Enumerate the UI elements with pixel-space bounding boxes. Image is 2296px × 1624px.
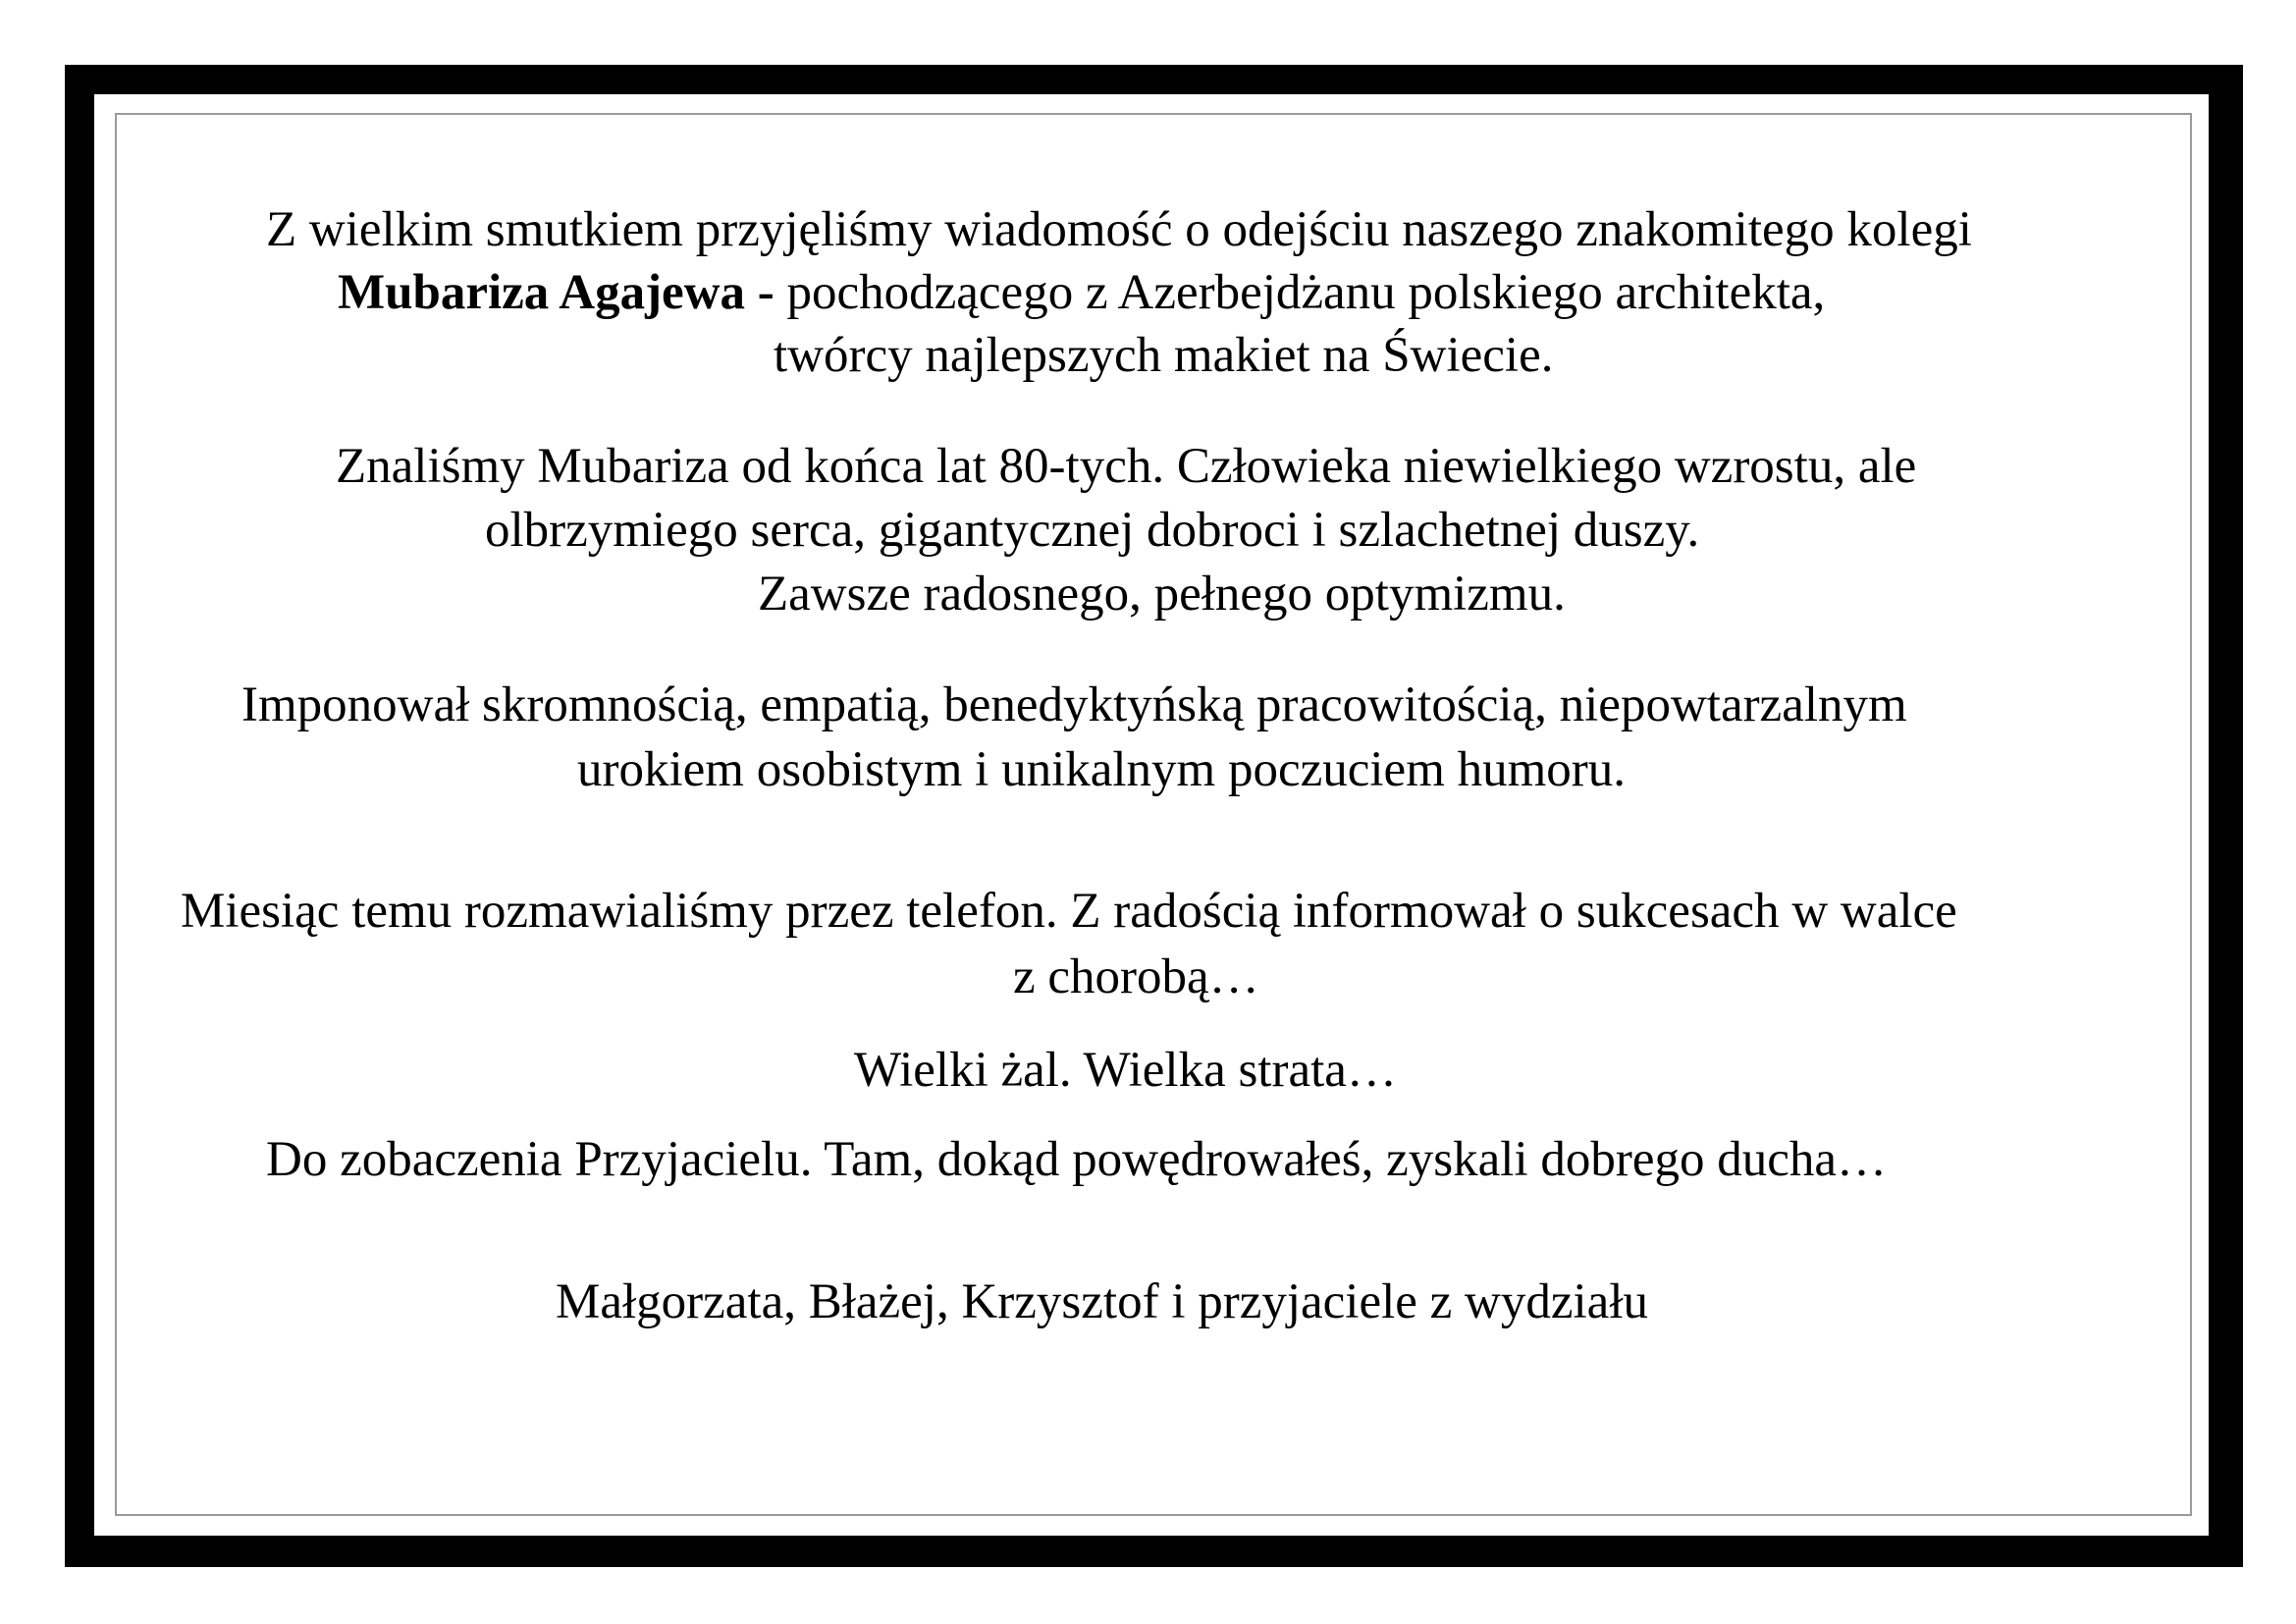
signature: Małgorzata, Błażej, Krzysztof i przyjaciele z wydziału: [556, 1274, 1648, 1329]
deceased-name: Mubariza Agajewa -: [338, 265, 774, 320]
paragraph3-line1: Imponował skromnością, empatią, benedyktyńską pracowitością, niepowtarzalnym: [241, 677, 1907, 732]
paragraph1-line2-rest: pochodzącego z Azerbejdżanu polskiego architekta,: [774, 265, 1826, 320]
paragraph2-line1: Znaliśmy Mubariza od końca lat 80-tych. Człowieka niewielkiego wzrostu, ale: [336, 439, 1917, 494]
paragraph4-line1: Miesiąc temu rozmawialiśmy przez telefon. Z radością informował o sukcesach w walce: [181, 884, 1957, 939]
paragraph4-line2: z chorobą…: [1013, 949, 1259, 1004]
paragraph2-line2: olbrzymiego serca, gigantycznej dobroci i szlachetnej duszy.: [485, 503, 1700, 558]
paragraph2-line3: Zawsze radosnego, pełnego optymizmu.: [758, 567, 1566, 622]
paragraph5: Wielki żal. Wielka strata…: [854, 1043, 1397, 1098]
paragraph1-line2: [338, 261, 1825, 324]
paragraph1-line3: twórcy najlepszych makiet na Świecie.: [774, 328, 1554, 383]
paragraph6: Do zobaczenia Przyjacielu. Tam, dokąd powędrowałeś, zyskali dobrego ducha…: [266, 1132, 1888, 1187]
paragraph3-line2: urokiem osobistym i unikalnym poczuciem humoru.: [577, 742, 1627, 797]
paragraph1-line1: Z wielkim smutkiem przyjęliśmy wiadomość o odejściu naszego znakomitego kolegi: [266, 202, 1972, 257]
